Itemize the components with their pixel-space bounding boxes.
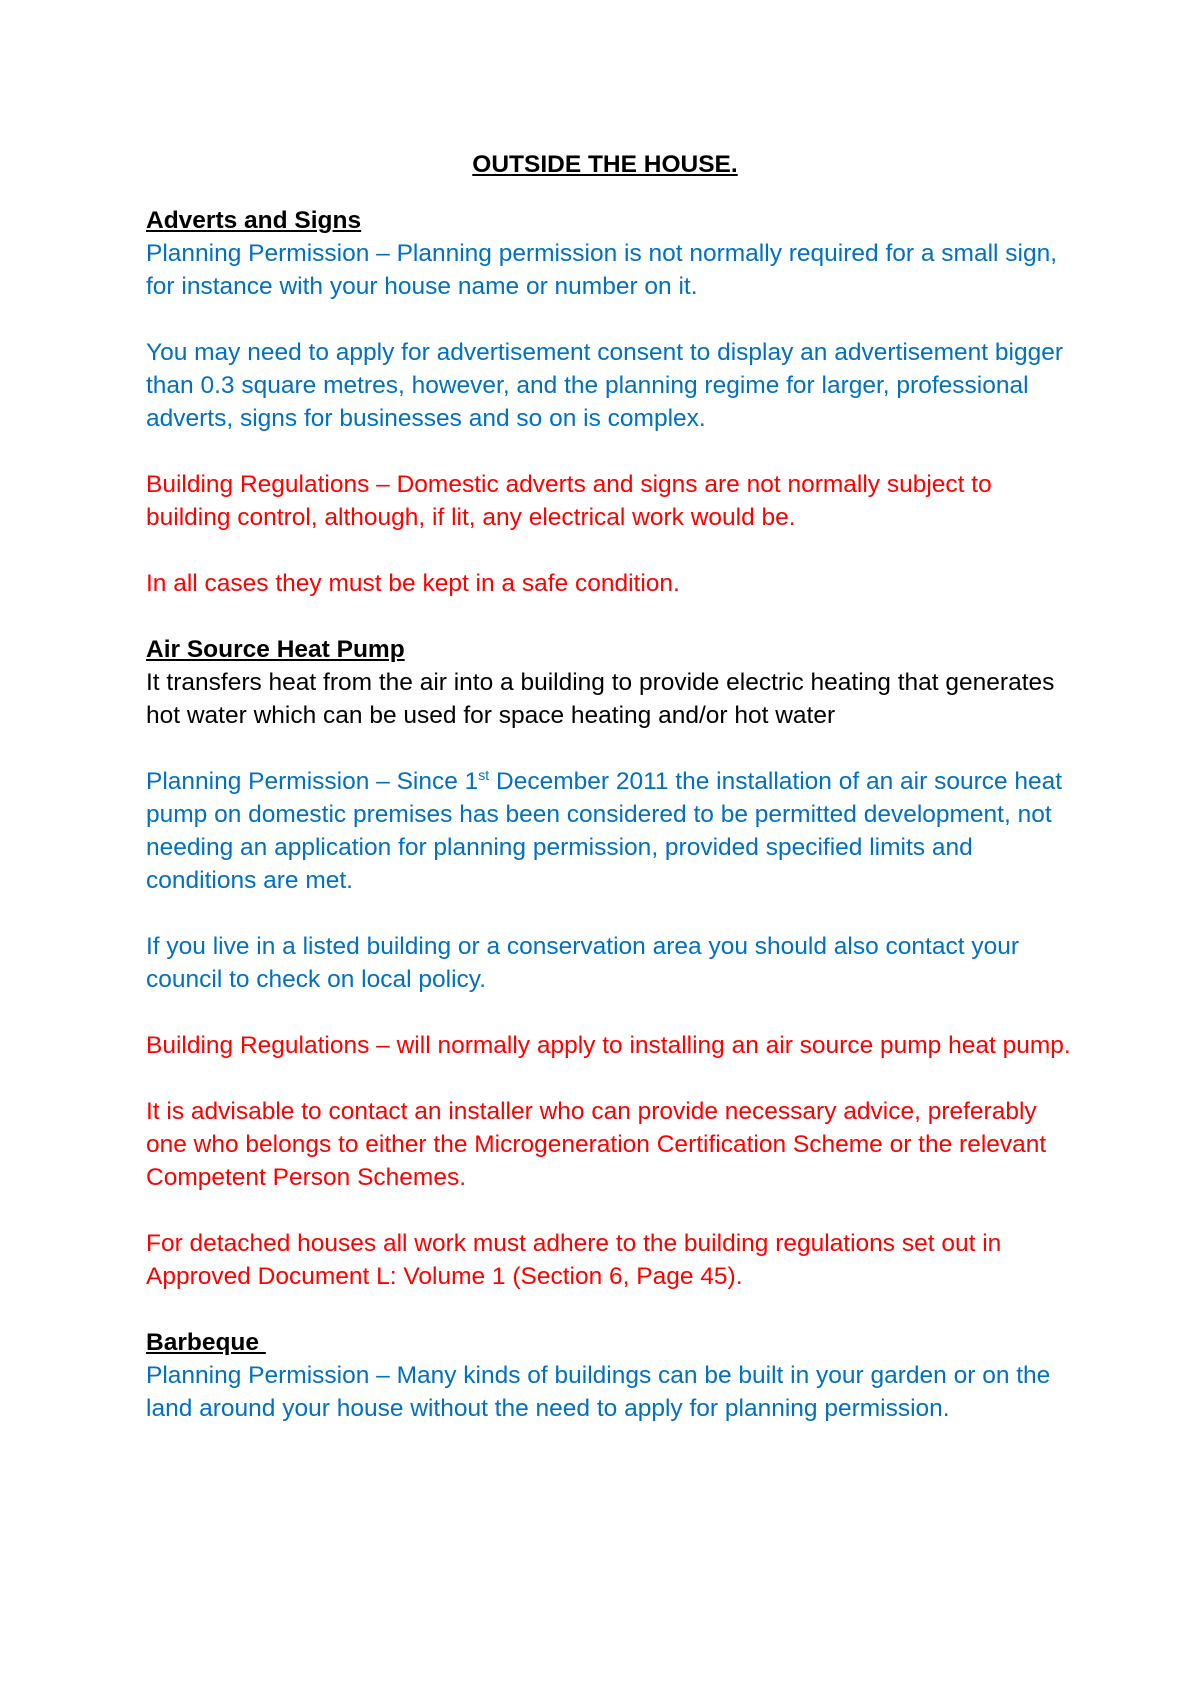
- planning-text-end: December 2011 the installation of an air source heat pump on domestic premises has been considered to be permitted development, not needing an application for planning permission, provided specified limits and conditions are met.: [146, 768, 1063, 894]
- section-heading: Barbeque: [146, 1329, 266, 1356]
- building-regulations-paragraph: It is advisable to contact an installer who can provide necessary advice, preferably one who belongs to either the Microgeneration Certification Scheme or the relevant Competent Person Schemes.: [146, 1098, 1047, 1191]
- building-regulations-paragraph: For detached houses all work must adhere to the building regulations set out in Approved Document L: Volume 1 (Section 6, Page 45).: [146, 1230, 1002, 1290]
- building-regulations-paragraph: Building Regulations – Domestic adverts and signs are not normally subject to building control, although, if lit, any electrical work would be.: [146, 471, 992, 531]
- section-barbeque: [146, 1326, 1076, 1425]
- section-heading: Air Source Heat Pump: [146, 636, 405, 663]
- section-adverts-and-signs: [146, 204, 1076, 600]
- planning-paragraph: [146, 765, 1076, 897]
- planning-paragraph: Planning Permission – Many kinds of buildings can be built in your garden or on the land around your house without the need to apply for planning permission.: [146, 1362, 1051, 1422]
- section-air-source-heat-pump: [146, 633, 1076, 1293]
- section-heading: Adverts and Signs: [146, 207, 362, 234]
- planning-text-start: Planning Permission – Since 1: [146, 768, 479, 795]
- ordinal-superscript: st: [478, 767, 490, 783]
- description-paragraph: It transfers heat from the air into a building to provide electric heating that generates hot water which can be used for space heating and/or hot water: [146, 669, 1055, 729]
- building-regulations-paragraph: Building Regulations – will normally apply to installing an air source pump heat pump.: [146, 1032, 1071, 1059]
- building-regulations-paragraph: In all cases they must be kept in a safe condition.: [146, 570, 680, 597]
- page-title: OUTSIDE THE HOUSE.: [472, 151, 738, 178]
- planning-paragraph: Planning Permission – Planning permission is not normally required for a small sign, for instance with your house name or number on it.: [146, 240, 1058, 300]
- document-page: [146, 148, 1076, 1458]
- planning-paragraph: You may need to apply for advertisement consent to display an advertisement bigger than 0.3 square metres, however, and the planning regime for larger, professional adverts, signs for businesses and so on is complex.: [146, 339, 1064, 432]
- planning-paragraph: If you live in a listed building or a conservation area you should also contact your council to check on local policy.: [146, 933, 1019, 993]
